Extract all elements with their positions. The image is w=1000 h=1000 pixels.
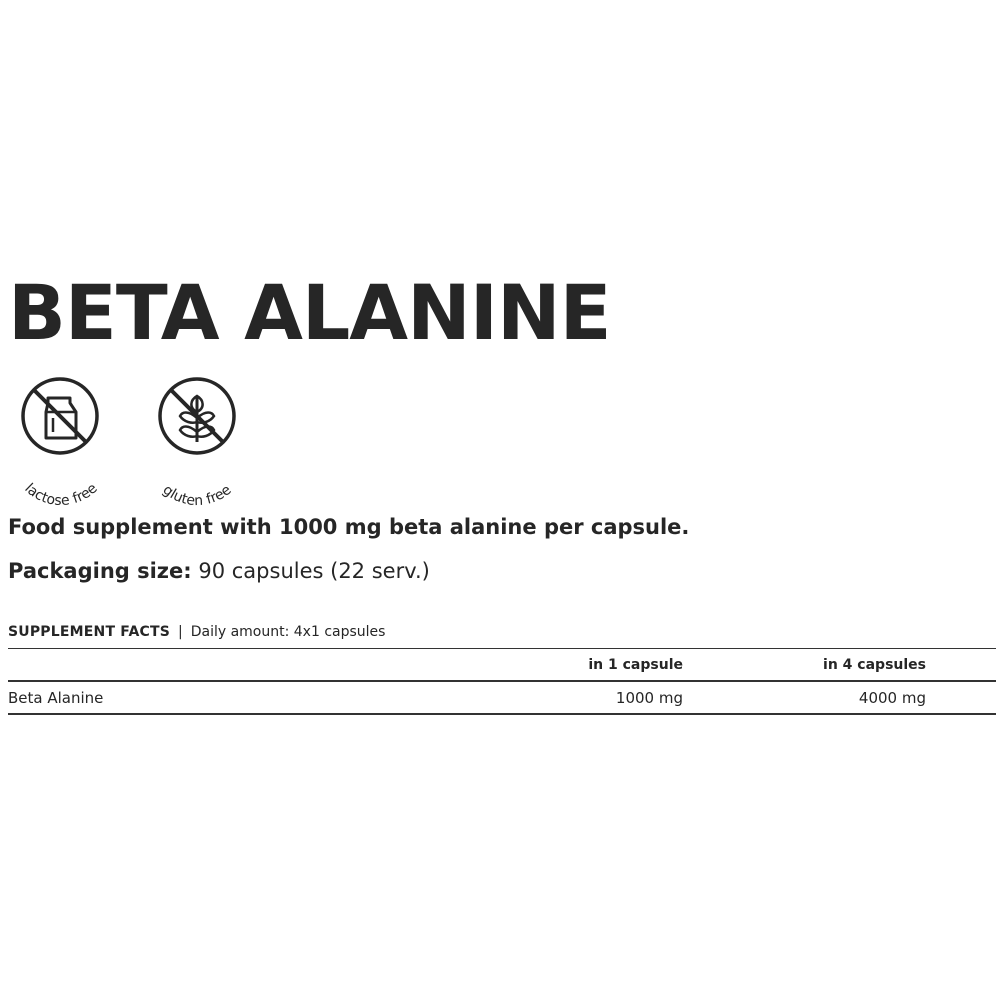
lactose-free-badge [4, 372, 114, 510]
table-header-row [8, 649, 996, 682]
svg-text:lactose free: lactose free [21, 480, 101, 510]
header-separator: | [178, 624, 183, 640]
packaging-size [8, 555, 430, 587]
svg-text:gluten free: gluten free [159, 481, 235, 510]
column-header-per-4: in 4 capsules [823, 656, 926, 673]
product-description: Food supplement with 1000 mg beta alanine per capsule. [8, 515, 690, 539]
daily-amount: Daily amount: 4x1 capsules [190, 624, 386, 640]
amount-per-4: 4000 mg [858, 688, 926, 707]
packaging-size-label: Packaging size: [8, 559, 192, 583]
table-row [8, 681, 996, 714]
lactose-free-icon [4, 372, 114, 510]
column-header-ingredient [8, 649, 478, 682]
gluten-free-icon [142, 372, 252, 510]
supplement-facts-table [8, 648, 996, 715]
ingredient-name: Beta Alanine [8, 688, 104, 707]
supplement-facts-title: SUPPLEMENT FACTS [8, 624, 170, 640]
supplement-facts-header [8, 621, 385, 643]
column-header-per-1: in 1 capsule [588, 656, 683, 673]
gluten-free-badge [142, 372, 252, 510]
packaging-size-value: 90 capsules (22 serv.) [198, 559, 430, 583]
amount-per-1: 1000 mg [615, 688, 683, 707]
product-title: BETA ALANINE [8, 268, 611, 357]
